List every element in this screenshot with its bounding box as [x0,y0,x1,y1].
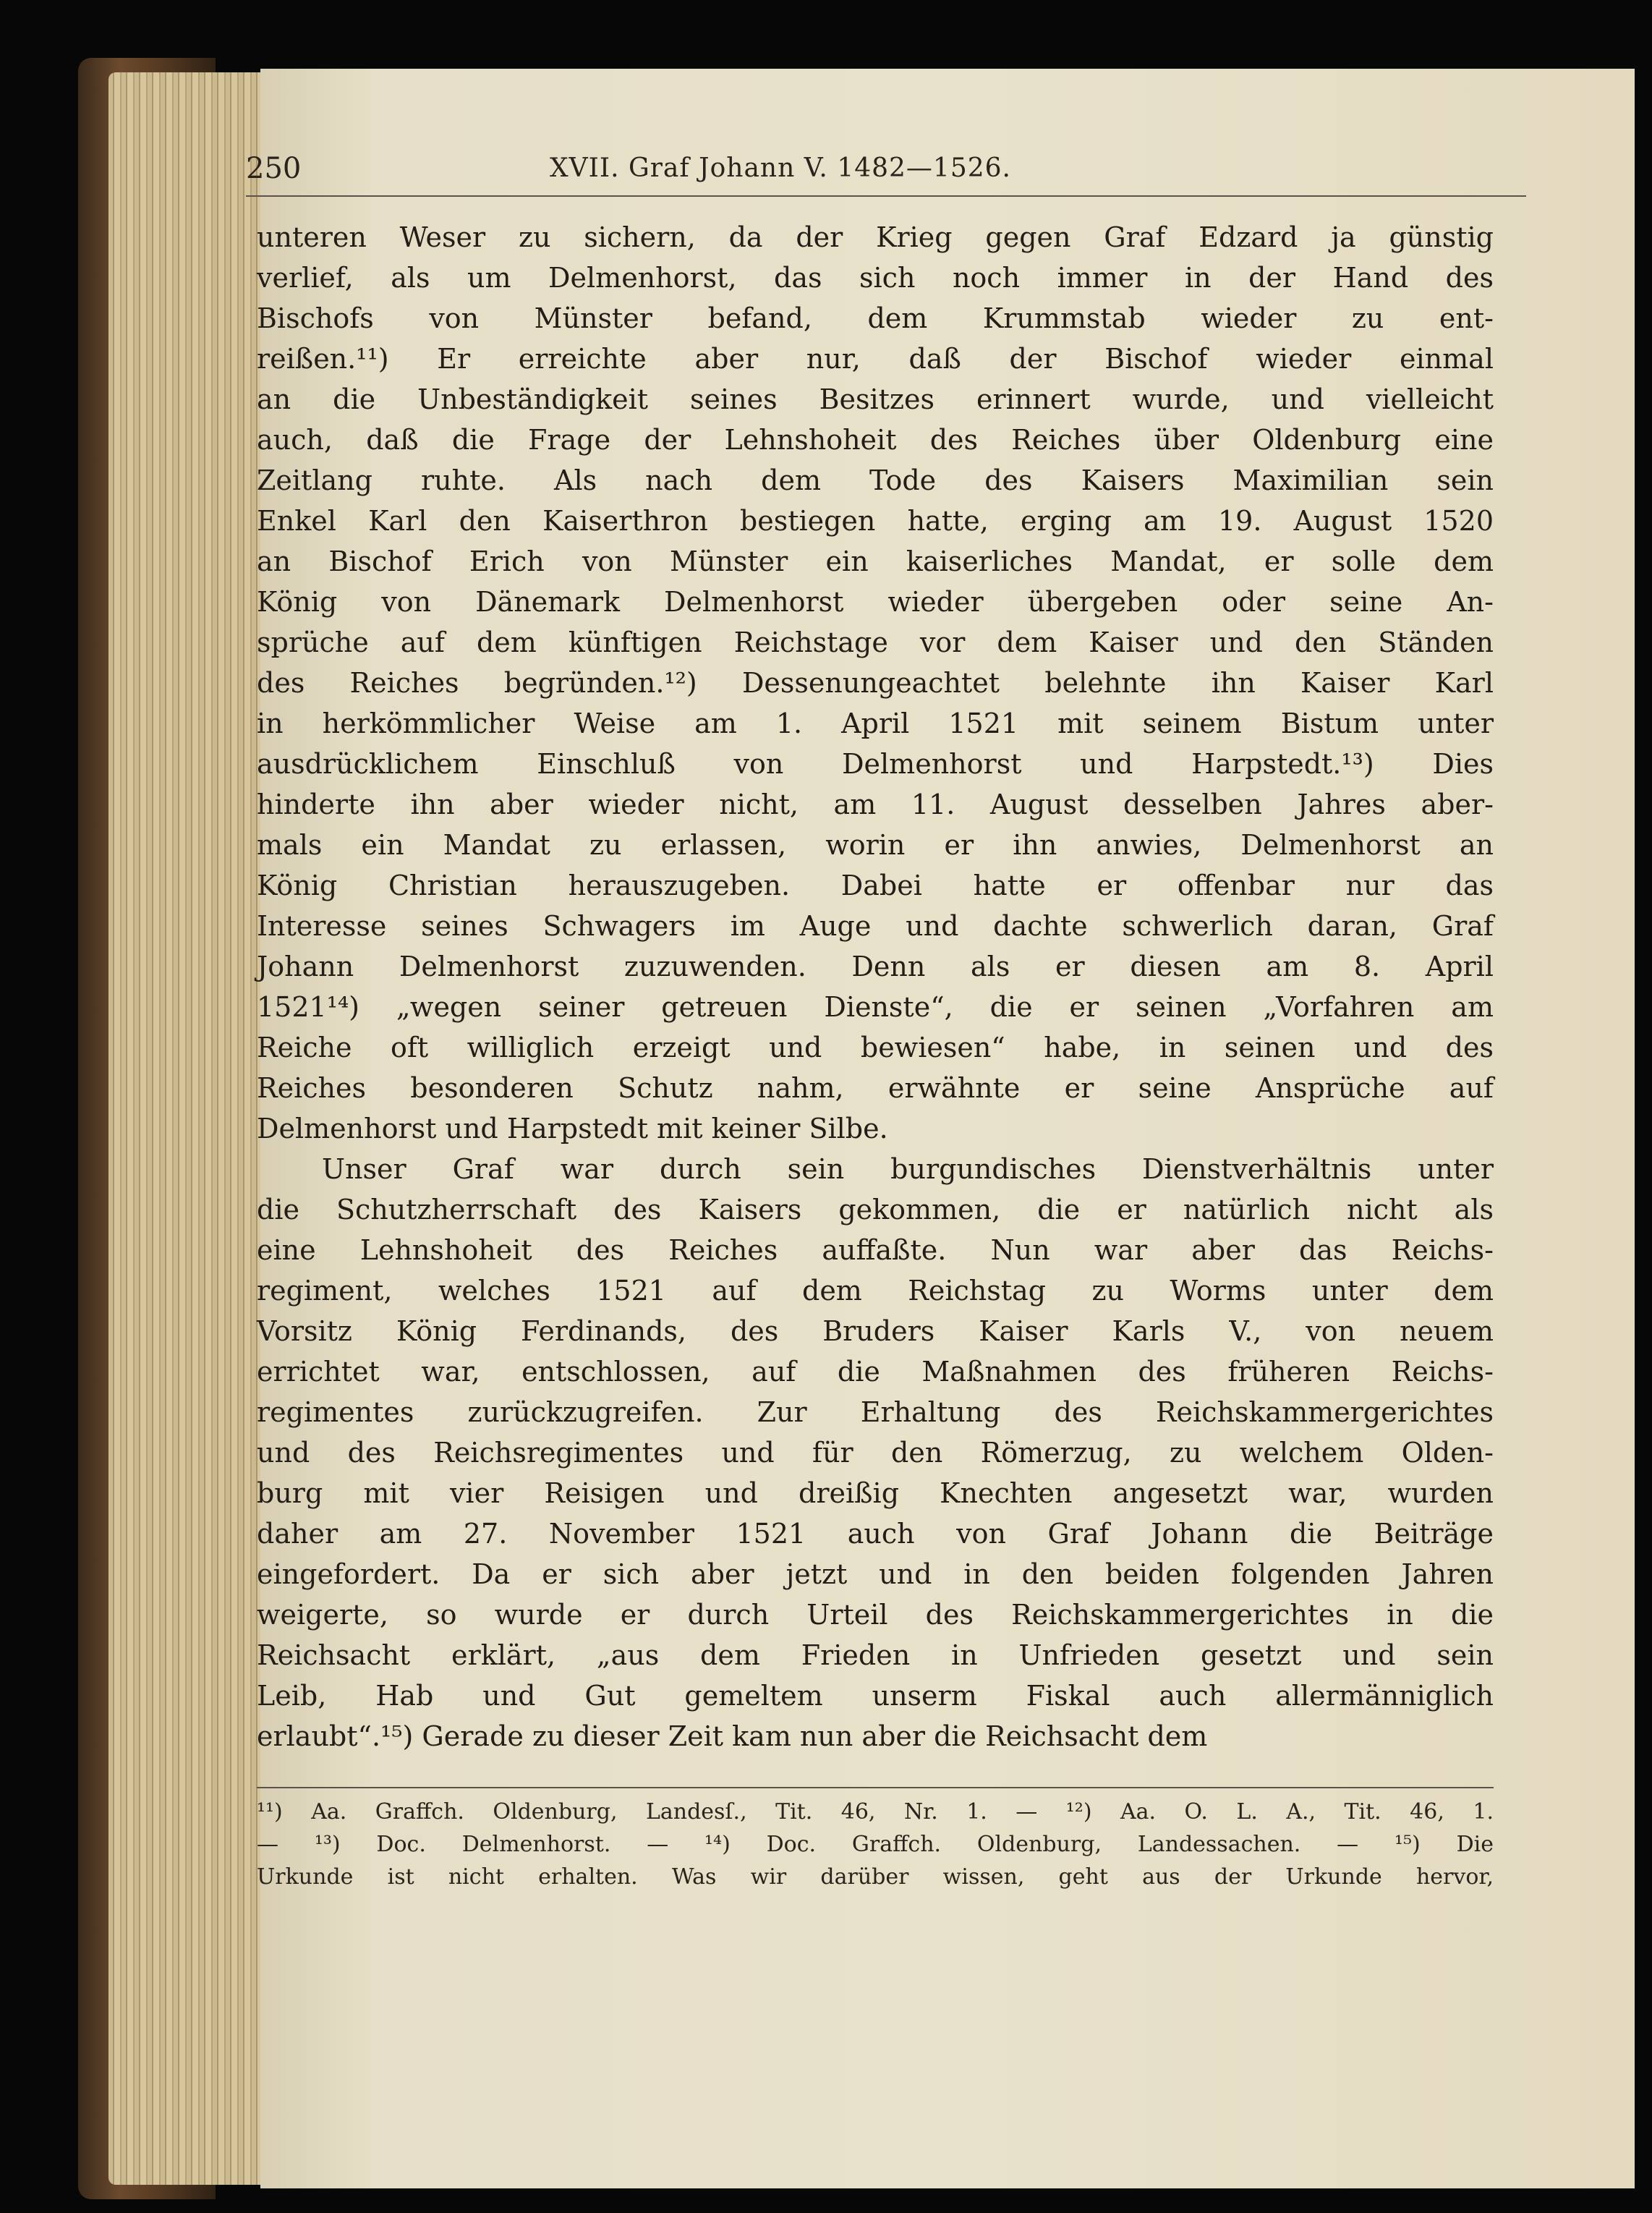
text-line: hinderte ihn aber wieder nicht, am 11. August desselben Jahres aber- [257,789,1494,820]
text-line: und des Reichsregimentes und für den Römerzug, zu welchem Olden- [257,1437,1494,1469]
text-line: Unser Graf war durch sein burgundisches Dienstverhältnis unter [322,1153,1494,1185]
text-line: Bischofs von Münster befand, dem Krummstab wieder zu ent- [257,302,1494,334]
text-line: eine Lehnshoheit des Reiches auffaßte. Nun war aber das Reichs- [257,1234,1494,1266]
text-line: König Christian herauszugeben. Dabei hatte er offenbar nur das [257,870,1494,901]
text-line: daher am 27. November 1521 auch von Graf Johann die Beiträge [257,1518,1494,1550]
page-number: 250 [246,152,302,185]
text-line: eingefordert. Da er sich aber jetzt und in den beiden folgenden Jahren [257,1558,1494,1590]
footnote-line: Urkunde ist nicht erhalten. Was wir darüber wissen, geht aus der Urkunde hervor, [257,1864,1494,1890]
body-text [257,217,1494,1757]
text-line: weigerte, so wurde er durch Urteil des Reichskammergerichtes in die [257,1599,1494,1631]
footnote-line: — ¹³) Doc. Delmenhorst. — ¹⁴) Doc. Graffch. Oldenburg, Landessachen. — ¹⁵) Die [257,1832,1494,1857]
text-line: Vorsitz König Ferdinands, des Bruders Kaiser Karls V., von neuem [257,1315,1494,1347]
text-line: regiment, welches 1521 auf dem Reichstag zu Worms unter dem [257,1275,1494,1307]
text-line: die Schutzherrschaft des Kaisers gekommen, die er natürlich nicht als [257,1194,1494,1226]
text-line: regimentes zurückzugreifen. Zur Erhaltung des Reichskammergerichtes [257,1396,1494,1428]
text-line: Johann Delmenhorst zuzuwenden. Denn als er diesen am 8. April [257,951,1494,982]
text-line: errichtet war, entschlossen, auf die Maßnahmen des früheren Reichs- [257,1356,1494,1388]
running-title: XVII. Graf Johann V. 1482—1526. [550,153,1011,183]
text-line: Interesse seines Schwagers im Auge und dachte schwerlich daran, Graf [257,910,1494,942]
text-line: an die Unbeständigkeit seines Besitzes erinnert wurde, und vielleicht [257,383,1494,415]
text-line: in herkömmlicher Weise am 1. April 1521 mit seinem Bistum unter [257,708,1494,739]
text-line: ausdrücklichem Einschluß von Delmenhorst und Harpstedt.¹³) Dies [257,748,1494,780]
text-line: König von Dänemark Delmenhorst wieder übergeben oder seine An- [257,586,1494,618]
text-line: Reiches besonderen Schutz nahm, erwähnte er seine Ansprüche auf [257,1072,1494,1104]
text-line: 1521¹⁴) „wegen seiner getreuen Dienste“, die er seinen „Vorfahren am [257,991,1494,1023]
text-line: mals ein Mandat zu erlassen, worin er ihn anwies, Delmenhorst an [257,829,1494,861]
text-line: Delmenhorst und Harpstedt mit keiner Silbe. [257,1113,888,1144]
footnotes [257,1787,1494,1893]
text-line: an Bischof Erich von Münster ein kaiserliches Mandat, er solle dem [257,545,1494,577]
text-line: Reiche oft williglich erzeigt und bewiesen“ habe, in seinen und des [257,1032,1494,1063]
text-line: auch, daß die Frage der Lehnshoheit des Reiches über Oldenburg eine [257,424,1494,456]
text-line: sprüche auf dem künftigen Reichstage vor dem Kaiser und den Ständen [257,626,1494,658]
text-line: unteren Weser zu sichern, da der Krieg gegen Graf Edzard ja günstig [257,221,1494,253]
text-line: des Reiches begründen.¹²) Dessenungeachtet belehnte ihn Kaiser Karl [257,667,1494,699]
footnote-line: ¹¹) Aa. Graffch. Oldenburg, Landesſ., Tit. 46, Nr. 1. — ¹²) Aa. O. L. A., Tit. 46, 1. [257,1799,1494,1825]
running-head [246,152,1526,197]
text-line: burg mit vier Reisigen und dreißig Knechten angesetzt war, wurden [257,1477,1494,1509]
text-line: Enkel Karl den Kaiserthron bestiegen hatte, erging am 19. August 1520 [257,505,1494,537]
text-line: Reichsacht erklärt, „aus dem Frieden in Unfrieden gesetzt und sein [257,1639,1494,1671]
page-stack-edge [108,72,275,2185]
text-line: Zeitlang ruhte. Als nach dem Tode des Kaisers Maximilian sein [257,464,1494,496]
text-line: erlaubt“.¹⁵) Gerade zu dieser Zeit kam nun aber die Reichsacht dem [257,1720,1208,1752]
text-line: Leib, Hab und Gut gemeltem unserm Fiskal auch allermänniglich [257,1680,1494,1712]
text-line: reißen.¹¹) Er erreichte aber nur, daß der Bischof wieder einmal [257,343,1494,375]
text-line: verlief, als um Delmenhorst, das sich noch immer in der Hand des [257,262,1494,294]
